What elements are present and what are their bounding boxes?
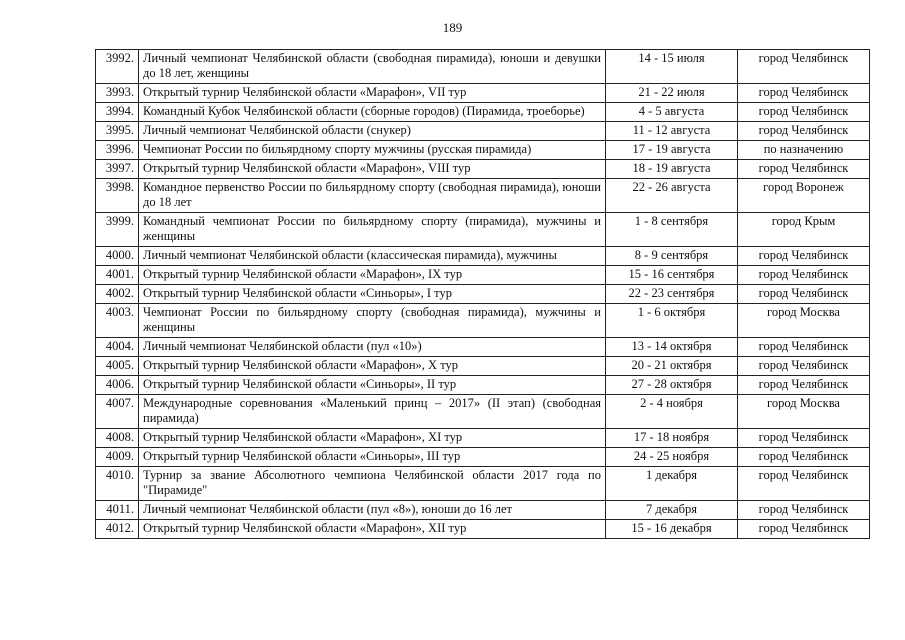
event-name: Открытый турнир Челябинской области «Синьоры», III тур <box>139 448 606 467</box>
events-table-body <box>96 50 870 539</box>
event-name: Личный чемпионат Челябинской области (свободная пирамида), юноши и девушки до 18 лет, женщины <box>139 50 606 84</box>
event-name: Личный чемпионат Челябинской области (пул «10») <box>139 338 606 357</box>
event-name: Открытый турнир Челябинской области «Марафон», IX тур <box>139 266 606 285</box>
event-number: 4008. <box>96 429 139 448</box>
table-row <box>96 376 870 395</box>
event-number: 3994. <box>96 103 139 122</box>
table-row <box>96 429 870 448</box>
event-dates: 1 декабря <box>606 467 738 501</box>
event-name: Командный Кубок Челябинской области (сборные городов) (Пирамида, троеборье) <box>139 103 606 122</box>
table-row <box>96 285 870 304</box>
event-dates: 21 - 22 июля <box>606 84 738 103</box>
event-dates: 22 - 26 августа <box>606 179 738 213</box>
event-number: 4003. <box>96 304 139 338</box>
event-place: город Челябинск <box>738 338 870 357</box>
page-number: 189 <box>442 20 463 35</box>
event-number: 4007. <box>96 395 139 429</box>
table-row <box>96 179 870 213</box>
event-number: 3993. <box>96 84 139 103</box>
event-number: 3992. <box>96 50 139 84</box>
table-row <box>96 50 870 84</box>
event-dates: 13 - 14 октября <box>606 338 738 357</box>
event-place: город Челябинск <box>738 501 870 520</box>
event-number: 4011. <box>96 501 139 520</box>
table-row <box>96 304 870 338</box>
event-number: 4006. <box>96 376 139 395</box>
event-name: Открытый турнир Челябинской области «Марафон», X тур <box>139 357 606 376</box>
event-name: Открытый турнир Челябинской области «Марафон», XII тур <box>139 520 606 539</box>
event-name: Открытый турнир Челябинской области «Марафон», XI тур <box>139 429 606 448</box>
event-name: Международные соревнования «Маленький принц – 2017» (II этап) (свободная пирамида) <box>139 395 606 429</box>
table-row <box>96 266 870 285</box>
event-place: город Челябинск <box>738 285 870 304</box>
event-place: город Челябинск <box>738 247 870 266</box>
event-number: 3995. <box>96 122 139 141</box>
table-row <box>96 395 870 429</box>
table-row <box>96 141 870 160</box>
event-number: 4004. <box>96 338 139 357</box>
event-dates: 20 - 21 октября <box>606 357 738 376</box>
table-row <box>96 501 870 520</box>
event-number: 3998. <box>96 179 139 213</box>
event-number: 4001. <box>96 266 139 285</box>
event-place: город Челябинск <box>738 520 870 539</box>
event-dates: 17 - 18 ноября <box>606 429 738 448</box>
event-place: город Крым <box>738 213 870 247</box>
event-place: город Челябинск <box>738 429 870 448</box>
event-name: Командный чемпионат России по бильярдному спорту (пирамида), мужчины и женщины <box>139 213 606 247</box>
event-place: по назначению <box>738 141 870 160</box>
event-place: город Челябинск <box>738 266 870 285</box>
event-name: Личный чемпионат Челябинской области (снукер) <box>139 122 606 141</box>
event-name: Чемпионат России по бильярдному спорту мужчины (русская пирамида) <box>139 141 606 160</box>
event-number: 3997. <box>96 160 139 179</box>
events-table <box>95 49 870 539</box>
event-place: город Челябинск <box>738 50 870 84</box>
table-row <box>96 338 870 357</box>
event-dates: 11 - 12 августа <box>606 122 738 141</box>
event-number: 4000. <box>96 247 139 266</box>
event-number: 4009. <box>96 448 139 467</box>
event-dates: 4 - 5 августа <box>606 103 738 122</box>
event-number: 3996. <box>96 141 139 160</box>
event-name: Чемпионат России по бильярдному спорту (свободная пирамида), мужчины и женщины <box>139 304 606 338</box>
event-dates: 2 - 4 ноября <box>606 395 738 429</box>
event-number: 4010. <box>96 467 139 501</box>
event-place: город Москва <box>738 395 870 429</box>
event-name: Открытый турнир Челябинской области «Марафон», VII тур <box>139 84 606 103</box>
event-number: 4005. <box>96 357 139 376</box>
event-number: 4002. <box>96 285 139 304</box>
table-row <box>96 357 870 376</box>
event-dates: 14 - 15 июля <box>606 50 738 84</box>
event-place: город Челябинск <box>738 103 870 122</box>
event-dates: 1 - 6 октября <box>606 304 738 338</box>
event-place: город Челябинск <box>738 84 870 103</box>
event-name: Открытый турнир Челябинской области «Синьоры», I тур <box>139 285 606 304</box>
event-place: город Челябинск <box>738 160 870 179</box>
event-name: Турнир за звание Абсолютного чемпиона Челябинской области 2017 года по "Пирамиде" <box>139 467 606 501</box>
table-row <box>96 448 870 467</box>
event-name: Личный чемпионат Челябинской области (классическая пирамида), мужчины <box>139 247 606 266</box>
table-row <box>96 467 870 501</box>
event-number: 4012. <box>96 520 139 539</box>
event-place: город Челябинск <box>738 357 870 376</box>
event-name: Личный чемпионат Челябинской области (пул «8»), юноши до 16 лет <box>139 501 606 520</box>
event-name: Командное первенство России по бильярдному спорту (свободная пирамида), юноши до 18 лет <box>139 179 606 213</box>
event-place: город Челябинск <box>738 448 870 467</box>
event-name: Открытый турнир Челябинской области «Марафон», VIII тур <box>139 160 606 179</box>
table-row <box>96 103 870 122</box>
event-place: город Челябинск <box>738 376 870 395</box>
event-dates: 27 - 28 октября <box>606 376 738 395</box>
table-row <box>96 122 870 141</box>
event-number: 3999. <box>96 213 139 247</box>
event-place: город Челябинск <box>738 122 870 141</box>
event-dates: 18 - 19 августа <box>606 160 738 179</box>
event-place: город Воронеж <box>738 179 870 213</box>
table-row <box>96 247 870 266</box>
table-row <box>96 84 870 103</box>
table-row <box>96 213 870 247</box>
event-dates: 8 - 9 сентября <box>606 247 738 266</box>
event-dates: 15 - 16 декабря <box>606 520 738 539</box>
event-place: город Челябинск <box>738 467 870 501</box>
event-dates: 17 - 19 августа <box>606 141 738 160</box>
event-dates: 7 декабря <box>606 501 738 520</box>
event-place: город Москва <box>738 304 870 338</box>
table-row <box>96 160 870 179</box>
event-dates: 1 - 8 сентября <box>606 213 738 247</box>
event-dates: 24 - 25 ноября <box>606 448 738 467</box>
event-dates: 15 - 16 сентября <box>606 266 738 285</box>
event-dates: 22 - 23 сентября <box>606 285 738 304</box>
table-row <box>96 520 870 539</box>
event-name: Открытый турнир Челябинской области «Синьоры», II тур <box>139 376 606 395</box>
